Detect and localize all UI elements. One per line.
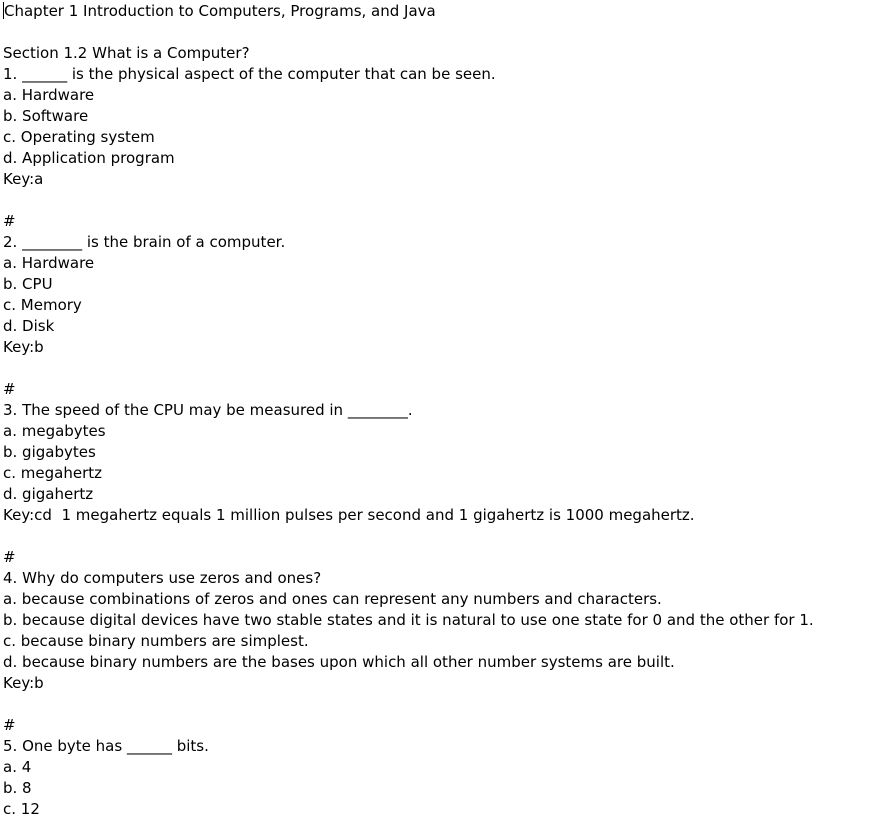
question-2-option-a: a. Hardware	[3, 254, 95, 272]
question-4: 4. Why do computers use zeros and ones?	[3, 569, 322, 587]
question-1-key: Key:a	[3, 170, 44, 188]
separator-hash: #	[3, 380, 16, 398]
question-2-key: Key:b	[3, 338, 44, 356]
document-body[interactable]	[3, 1, 814, 820]
question-3-key: Key:cd 1 megahertz equals 1 million pulses per second and 1 gigahertz is 1000 megahertz.	[3, 506, 695, 524]
blank-line	[3, 526, 814, 547]
question-4-option-d: d. because binary numbers are the bases upon which all other number systems are built.	[3, 653, 675, 671]
question-3-option-c: c. megahertz	[3, 464, 102, 482]
question-3: 3. The speed of the CPU may be measured in ________.	[3, 401, 413, 419]
question-2-option-c: c. Memory	[3, 296, 82, 314]
blank-line	[3, 694, 814, 715]
question-3-option-d: d. gigahertz	[3, 485, 94, 503]
blank-line	[3, 22, 814, 43]
question-2-option-b: b. CPU	[3, 275, 53, 293]
question-4-option-b: b. because digital devices have two stable states and it is natural to use one state for 0 and the other for 1.	[3, 611, 814, 629]
separator-hash: #	[3, 548, 16, 566]
question-1-option-a: a. Hardware	[3, 86, 95, 104]
question-4-option-a: a. because combinations of zeros and ones can represent any numbers and characters.	[3, 590, 662, 608]
question-4-key: Key:b	[3, 674, 44, 692]
question-1-option-c: c. Operating system	[3, 128, 155, 146]
blank-line	[3, 358, 814, 379]
separator-hash: #	[3, 212, 16, 230]
question-5-option-c: c. 12	[3, 800, 40, 818]
question-4-option-c: c. because binary numbers are simplest.	[3, 632, 309, 650]
question-5-option-a: a. 4	[3, 758, 32, 776]
question-2: 2. ________ is the brain of a computer.	[3, 233, 286, 251]
chapter-title: Chapter 1 Introduction to Computers, Programs, and Java	[4, 2, 436, 20]
question-1-option-d: d. Application program	[3, 149, 175, 167]
blank-line	[3, 190, 814, 211]
question-3-option-a: a. megabytes	[3, 422, 106, 440]
question-1-option-b: b. Software	[3, 107, 89, 125]
question-1: 1. ______ is the physical aspect of the computer that can be seen.	[3, 65, 496, 83]
separator-hash: #	[3, 716, 16, 734]
question-5-option-b: b. 8	[3, 779, 32, 797]
question-5: 5. One byte has ______ bits.	[3, 737, 209, 755]
question-2-option-d: d. Disk	[3, 317, 55, 335]
question-3-option-b: b. gigabytes	[3, 443, 96, 461]
section-heading: Section 1.2 What is a Computer?	[3, 44, 250, 62]
